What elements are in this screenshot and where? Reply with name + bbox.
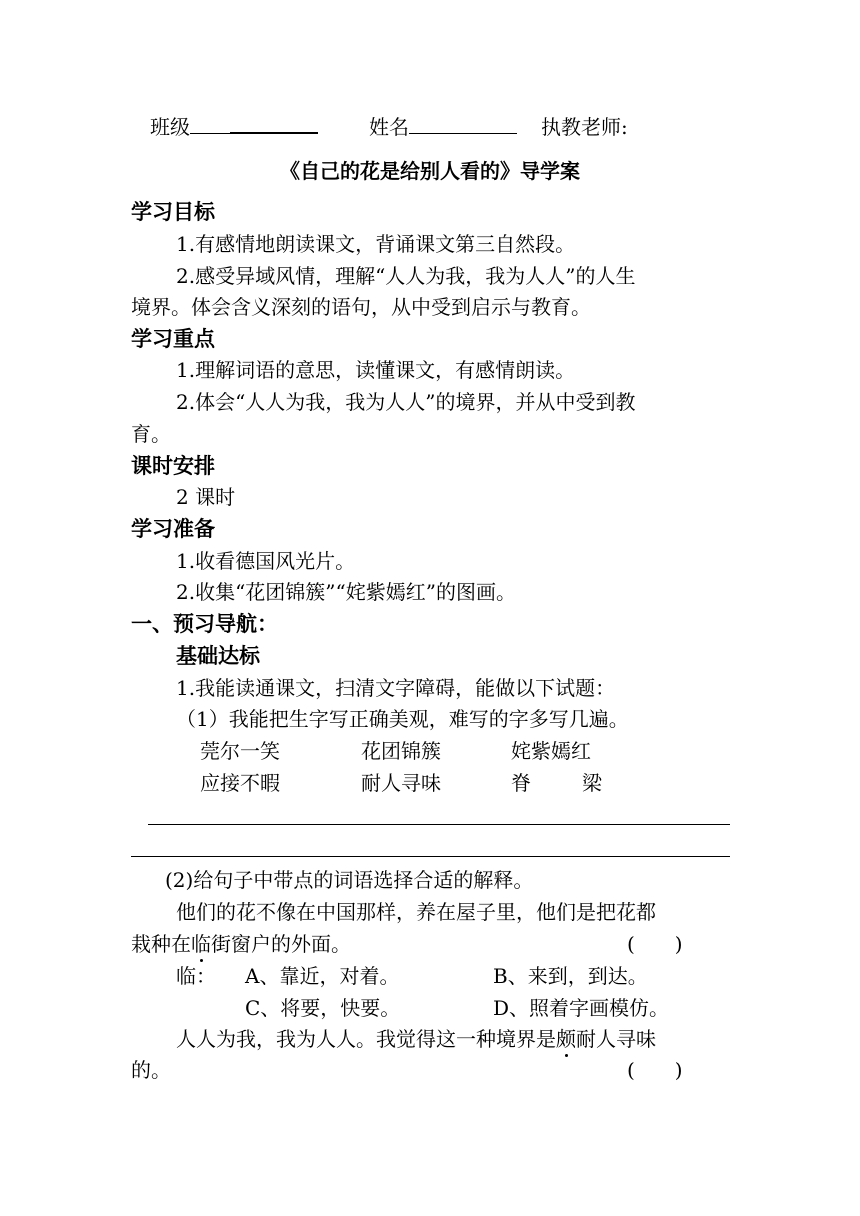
q2-s1-dotted-word: 临 <box>191 932 211 956</box>
schedule-heading: 课时安排 <box>131 454 215 478</box>
option-a: A、靠近，对着。 <box>245 964 400 988</box>
writing-line-1[interactable] <box>148 824 730 825</box>
key-point-item-1: 1.理解词语的意思，读懂课文，有感情朗读。 <box>176 358 576 382</box>
preview-task-1: 1.我能读通课文，扫清文字障碍，能做以下试题： <box>176 676 616 700</box>
q2-sentence-1-line-2 <box>131 929 351 959</box>
q2-sentence-1-line-1: 他们的花不像在中国那样，养在屋子里，他们是把花都 <box>176 900 656 924</box>
preparation-item-1: 1.收看德国风光片。 <box>176 549 356 573</box>
q2-heading: (2)给句子中带点的词语选择合适的解释。 <box>165 868 534 892</box>
preparation-heading: 学习准备 <box>131 517 215 541</box>
q2-sentence-2-line-1 <box>176 1024 656 1054</box>
word-7: 梁 <box>582 771 602 795</box>
preparation-item-2: 2.收集“花团锦簇”“姹紫嫣红”的图画。 <box>176 580 516 604</box>
q2-s2-dotted-word: 颇 <box>556 1027 576 1051</box>
q2-s2-after: 耐人寻味 <box>576 1027 656 1051</box>
word-5: 耐人寻味 <box>361 771 441 795</box>
word-1: 莞尔一笑 <box>200 739 280 763</box>
class-label: 班级 <box>150 115 190 139</box>
option-c: C、将要，快要。 <box>245 996 401 1020</box>
schedule-text: 2 课时 <box>176 485 236 509</box>
word-2: 花团锦簇 <box>361 739 441 763</box>
objective-item-2-line-1: 2.感受异域风情，理解“人人为我，我为人人”的人生 <box>176 264 636 288</box>
option-d: D、照着字画模仿。 <box>493 996 670 1020</box>
term-label: 临： <box>176 964 216 988</box>
teacher-label: 执教老师: <box>541 115 628 139</box>
key-points-heading: 学习重点 <box>131 327 215 351</box>
class-blank-thin <box>190 113 230 134</box>
preview-subheading: 基础达标 <box>176 644 260 668</box>
objective-item-1: 1.有感情地朗读课文，背诵课文第三自然段。 <box>176 232 576 256</box>
answer-bracket-2[interactable]: ( ) <box>627 1058 683 1082</box>
objective-item-2-line-2: 境界。体会含义深刻的语句，从中受到启示与教育。 <box>131 295 591 319</box>
name-blank <box>409 113 517 134</box>
word-4: 应接不暇 <box>200 771 280 795</box>
preview-task-1-sub: （1）我能把生字写正确美观，难写的字多写几遍。 <box>176 707 629 731</box>
q2-s2-before: 人人为我，我为人人。我觉得这一种境界是 <box>176 1027 556 1051</box>
key-point-item-2-line-2: 育。 <box>131 422 171 446</box>
word-6: 脊 <box>511 771 531 795</box>
answer-bracket-1[interactable]: ( ) <box>627 932 683 956</box>
objectives-heading: 学习目标 <box>131 200 215 224</box>
preview-heading: 一、预习导航： <box>131 612 278 636</box>
option-b: B、来到，到达。 <box>493 964 648 988</box>
q2-s1-after: 街窗户的外面。 <box>211 932 351 956</box>
key-point-item-2-line-1: 2.体会“人人为我，我为人人”的境界，并从中受到教 <box>176 390 636 414</box>
writing-line-2[interactable] <box>131 856 730 857</box>
name-label: 姓名 <box>369 115 409 139</box>
word-3: 姹紫嫣红 <box>511 739 591 763</box>
document-title: 《自己的花是给别人看的》导学案 <box>280 159 580 183</box>
name-line <box>369 112 517 142</box>
header-line <box>150 112 318 142</box>
class-blank <box>230 112 318 134</box>
q2-s1-before: 栽种在 <box>131 932 191 956</box>
q2-sentence-2-line-2: 的。 <box>131 1058 171 1082</box>
